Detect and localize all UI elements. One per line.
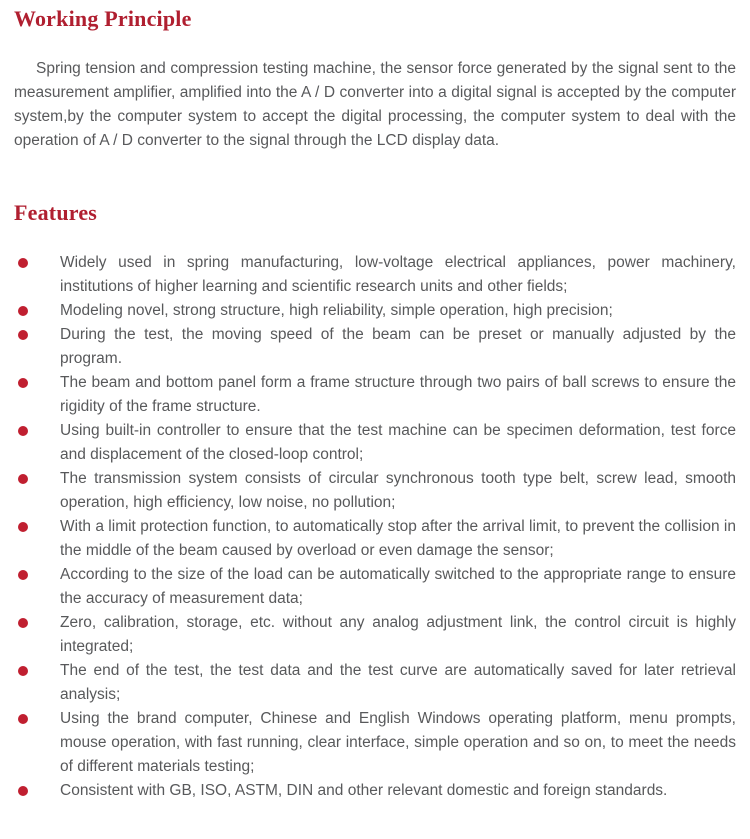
feature-item-text: Modeling novel, strong structure, high reliability, simple operation, high precision; bbox=[60, 302, 613, 319]
feature-item-text: The beam and bottom panel form a frame structure through two pairs of ball screws to ensure the rigidity of the frame structure. bbox=[60, 374, 736, 415]
bullet-icon bbox=[18, 306, 28, 316]
feature-item bbox=[14, 323, 736, 371]
feature-item bbox=[14, 371, 736, 419]
feature-item-text: During the test, the moving speed of the beam can be preset or manually adjusted by the program. bbox=[60, 326, 736, 367]
bullet-icon bbox=[18, 258, 28, 268]
feature-item bbox=[14, 659, 736, 707]
feature-item bbox=[14, 467, 736, 515]
bullet-icon bbox=[18, 474, 28, 484]
bullet-icon bbox=[18, 570, 28, 580]
feature-item-text: Using the brand computer, Chinese and English Windows operating platform, menu prompts, mouse operation, with fast running, clear interface, simple operation and so on, to meet the needs of different materials testing; bbox=[60, 710, 736, 775]
feature-item-text: With a limit protection function, to automatically stop after the arrival limit, to prevent the collision in the middle of the beam caused by overload or even damage the sensor; bbox=[60, 518, 736, 559]
feature-item-text: Widely used in spring manufacturing, low-voltage electrical appliances, power machinery, institutions of higher learning and scientific research units and other fields; bbox=[60, 254, 736, 295]
features-heading: Features bbox=[14, 200, 98, 225]
feature-item bbox=[14, 563, 736, 611]
bullet-icon bbox=[18, 378, 28, 388]
feature-item bbox=[14, 515, 736, 563]
feature-item bbox=[14, 611, 736, 659]
feature-item bbox=[14, 779, 736, 803]
feature-item bbox=[14, 419, 736, 467]
working-principle-paragraph: Spring tension and compression testing machine, the sensor force generated by the signal sent to the measurement amplifier, amplified into the A / D converter into a digital signal is accepted by the computer system,by the computer system to accept the digital processing, the computer system to deal with the operation of A / D converter to the signal through the LCD display data. bbox=[14, 60, 736, 149]
feature-item-text: The transmission system consists of circular synchronous tooth type belt, screw lead, smooth operation, high efficiency, low noise, no pollution; bbox=[60, 470, 736, 511]
feature-item-text: Zero, calibration, storage, etc. without any analog adjustment link, the control circuit is highly integrated; bbox=[60, 614, 736, 655]
working-principle-heading: Working Principle bbox=[14, 6, 192, 31]
feature-item-text: Consistent with GB, ISO, ASTM, DIN and other relevant domestic and foreign standards. bbox=[60, 782, 668, 799]
feature-item bbox=[14, 299, 736, 323]
bullet-icon bbox=[18, 330, 28, 340]
feature-item-text: The end of the test, the test data and the test curve are automatically saved for later retrieval analysis; bbox=[60, 662, 736, 703]
feature-item bbox=[14, 251, 736, 299]
feature-item-text: According to the size of the load can be automatically switched to the appropriate range to ensure the accuracy of measurement data; bbox=[60, 566, 736, 607]
feature-item bbox=[14, 707, 736, 779]
bullet-icon bbox=[18, 786, 28, 796]
bullet-icon bbox=[18, 714, 28, 724]
features-list bbox=[14, 251, 736, 803]
bullet-icon bbox=[18, 618, 28, 628]
feature-item-text: Using built-in controller to ensure that the test machine can be specimen deformation, test force and displacement of the closed-loop control; bbox=[60, 422, 736, 463]
bullet-icon bbox=[18, 666, 28, 676]
bullet-icon bbox=[18, 426, 28, 436]
bullet-icon bbox=[18, 522, 28, 532]
